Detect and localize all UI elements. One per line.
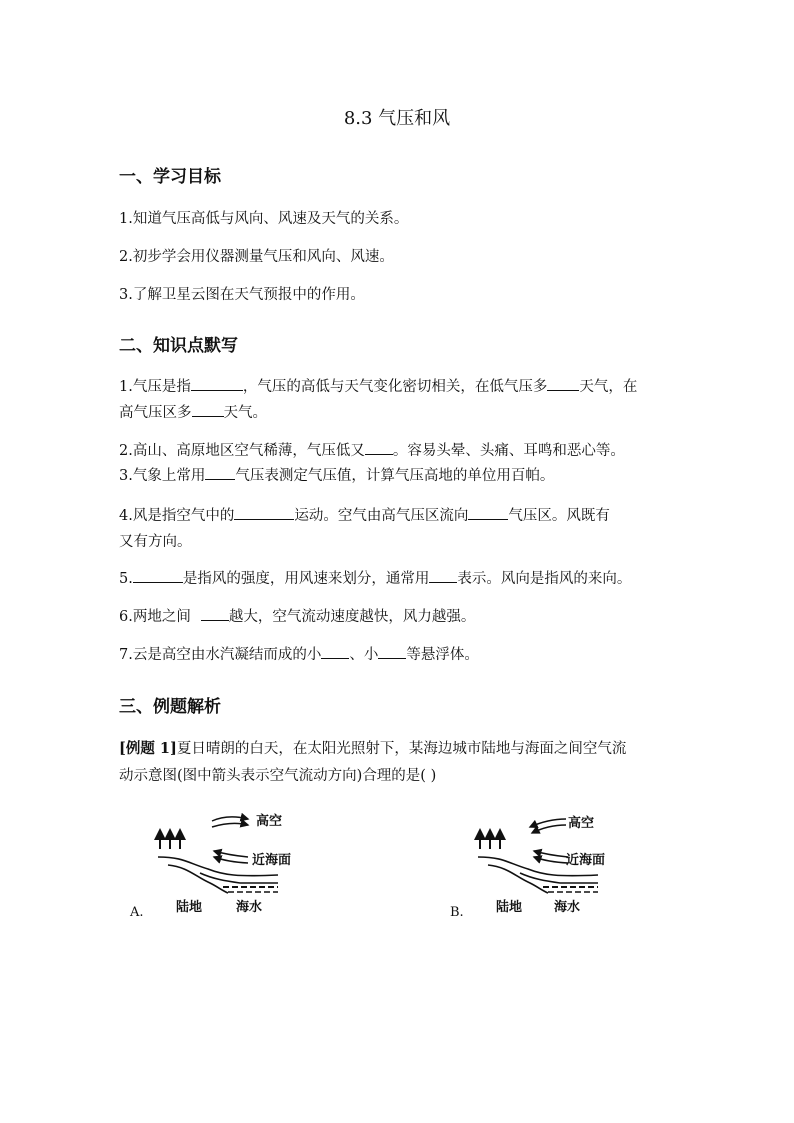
label-high-altitude: 高空 (568, 816, 595, 831)
example-1-line-1: [例题 1]夏日晴朗的白天，在太阳光照射下，某海边城市陆地与海面之间空气流 (119, 740, 627, 757)
left-arrow-icon (214, 857, 248, 863)
blank[interactable] (201, 604, 229, 621)
objective-item: 3.了解卫星云图在天气预报中的作用。 (119, 287, 365, 303)
land-outline (520, 873, 598, 883)
objective-item: 1.知道气压高低与风向、风速及天气的关系。 (119, 211, 409, 227)
label-sea: 海水 (236, 900, 263, 915)
blank[interactable] (191, 374, 243, 391)
example-1-line-2: 动示意图(图中箭头表示空气流动方向)合理的是( ) (119, 768, 437, 784)
question-4-line-2: 又有方向。 (119, 534, 192, 550)
label-near-sea: 近海面 (566, 853, 606, 868)
question-7: 7.云是高空由水汽凝结而成的小 、小 等悬浮体。 (119, 642, 479, 668)
right-arrow-icon (212, 817, 248, 821)
sea-land-breeze-diagram (448, 805, 638, 925)
blank[interactable] (547, 374, 579, 391)
question-6: 6.两地之间 越大，空气流动速度越快，风力越强。 (119, 604, 475, 630)
blank[interactable] (429, 566, 457, 583)
blank[interactable] (468, 503, 508, 520)
blank[interactable] (378, 642, 406, 659)
blank[interactable] (365, 438, 393, 455)
blank[interactable] (234, 503, 294, 520)
label-high-altitude: 高空 (256, 814, 283, 829)
section-heading-objectives: 一、学习目标 (119, 167, 221, 187)
question-1-line-1: 1.气压是指 ，气压的高低与天气变化密切相关，在低气压多 天气，在 (119, 374, 637, 400)
right-arrow-icon (212, 823, 248, 827)
label-near-sea: 近海面 (252, 853, 292, 868)
blank[interactable] (192, 400, 224, 417)
left-arrow-icon (534, 857, 568, 863)
figure-option-a (128, 805, 318, 925)
question-4-line-1: 4.风是指空气中的 运动。空气由高气压区流向 气压区。风既有 (119, 503, 610, 529)
page-title: 8.3 气压和风 (343, 108, 451, 129)
blank[interactable] (133, 566, 183, 583)
blank[interactable] (205, 463, 235, 480)
option-label: A. (130, 905, 144, 920)
question-3: 3.气象上常用 气压表测定气压值，计算气压高地的单位用百帕。 (119, 463, 554, 489)
section-heading-examples: 三、例题解析 (119, 697, 221, 717)
figure-option-b (448, 805, 638, 925)
option-label: B. (450, 905, 464, 920)
label-land: 陆地 (176, 900, 203, 915)
question-5: 5. 是指风的强度，用风速来划分，通常用 表示。风向是指风的来向。 (119, 566, 631, 592)
blank[interactable] (321, 642, 349, 659)
left-arrow-icon (214, 851, 248, 857)
left-arrow-icon (532, 825, 566, 833)
land-outline (200, 873, 278, 883)
objective-item: 2.初步学会用仪器测量气压和风向、风速。 (119, 249, 394, 265)
label-land: 陆地 (496, 900, 523, 915)
label-sea: 海水 (554, 900, 581, 915)
question-2: 2.高山、高原地区空气稀薄，气压低又 。容易头晕、头痛、耳鸣和恶心等。 (119, 438, 625, 464)
section-heading-dictation: 二、知识点默写 (119, 336, 238, 356)
question-1-line-2: 高气压区多 天气。 (119, 400, 267, 426)
left-arrow-icon (534, 851, 568, 857)
